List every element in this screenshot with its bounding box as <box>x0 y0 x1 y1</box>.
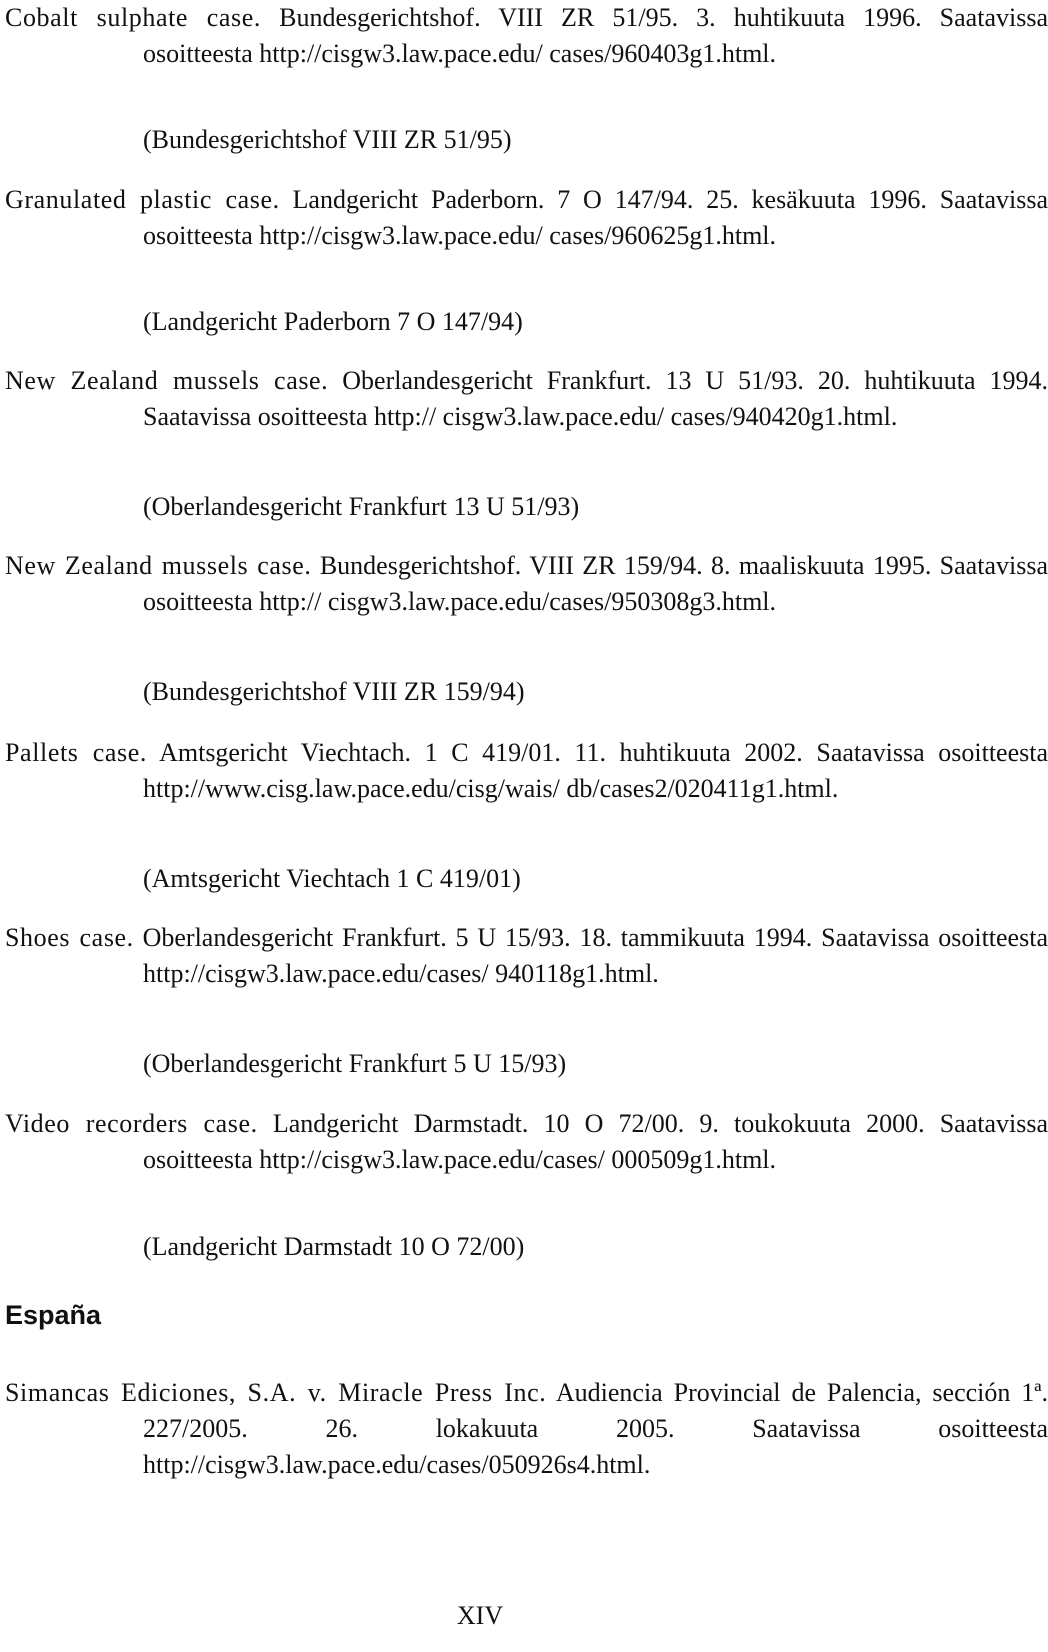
case-citation: Oberlandesgericht Frankfurt. 13 U 51/93. 20. huhtikuuta 1994. Saatavissa osoitteesta http:// cisgw3.law.pace.edu/ cases/940420g1.html. <box>143 366 1048 431</box>
case-citation: Amtsgericht Viechtach. 1 C 419/01. 11. huhtikuuta 2002. Saatavissa osoitteesta http://www.cisg.law.pace.edu/cisg/wais/ db/cases2/020411g1.html. <box>143 738 1048 803</box>
case-reference: (Bundesgerichtshof VIII ZR 159/94) <box>143 677 525 706</box>
case-reference: (Oberlandesgericht Frankfurt 13 U 51/93) <box>143 492 580 521</box>
case-citation: Oberlandesgericht Frankfurt. 5 U 15/93. 18. tammikuuta 1994. Saatavissa osoitteesta http://cisgw3.law.pace.edu/cases/ 940118g1.html. <box>133 923 1048 988</box>
case-name: Simancas Ediciones, S.A. v. Miracle Press Inc. <box>5 1378 547 1407</box>
case-name: Granulated plastic case. <box>5 185 280 214</box>
case-entry-new-zealand-mussels-1 <box>5 363 1048 435</box>
case-reference: (Amtsgericht Viechtach 1 C 419/01) <box>143 864 521 893</box>
case-citation: Audiencia Provincial de Palencia, sección 1ª. 227/2005. 26. lokakuuta 2005. Saatavissa osoitteesta http://cisgw3.law.pace.edu/cases/050926s4.html. <box>143 1378 1048 1479</box>
case-entry-new-zealand-mussels-2 <box>5 548 1048 620</box>
case-reference: (Landgericht Paderborn 7 O 147/94) <box>143 307 523 336</box>
case-name: New Zealand mussels case. <box>5 551 312 580</box>
section-heading-espana: España <box>5 1300 102 1330</box>
case-reference: (Oberlandesgericht Frankfurt 5 U 15/93) <box>143 1049 567 1078</box>
case-entry-cobalt-sulphate <box>5 0 1048 72</box>
case-citation: Landgericht Darmstadt. 10 O 72/00. 9. toukokuuta 2000. Saatavissa osoitteesta http://cisgw3.law.pace.edu/cases/ 000509g1.html. <box>143 1109 1048 1174</box>
case-entry-granulated-plastic <box>5 182 1048 254</box>
case-reference: (Bundesgerichtshof VIII ZR 51/95) <box>143 125 512 154</box>
page-number: XIV <box>456 1601 504 1630</box>
case-name: Shoes case. <box>5 923 134 952</box>
case-citation: Landgericht Paderborn. 7 O 147/94. 25. kesäkuuta 1996. Saatavissa osoitteesta http://cisgw3.law.pace.edu/ cases/960625g1.html. <box>143 185 1048 250</box>
case-name: Cobalt sulphate case. <box>5 3 262 32</box>
case-entry-pallets <box>5 735 1048 807</box>
case-citation: Bundesgerichtshof. VIII ZR 159/94. 8. maaliskuuta 1995. Saatavissa osoitteesta http:// cisgw3.law.pace.edu/cases/950308g3.html. <box>143 551 1048 616</box>
case-entry-simancas <box>5 1375 1048 1483</box>
case-entry-shoes <box>5 920 1048 992</box>
case-citation: Bundesgerichtshof. VIII ZR 51/95. 3. huhtikuuta 1996. Saatavissa osoitteesta http://cisgw3.law.pace.edu/ cases/960403g1.html. <box>143 3 1048 68</box>
case-entry-video-recorders <box>5 1106 1048 1178</box>
case-reference: (Landgericht Darmstadt 10 O 72/00) <box>143 1232 525 1261</box>
case-name: Pallets case. <box>5 738 147 767</box>
case-name: New Zealand mussels case. <box>5 366 329 395</box>
case-name: Video recorders case. <box>5 1109 258 1138</box>
